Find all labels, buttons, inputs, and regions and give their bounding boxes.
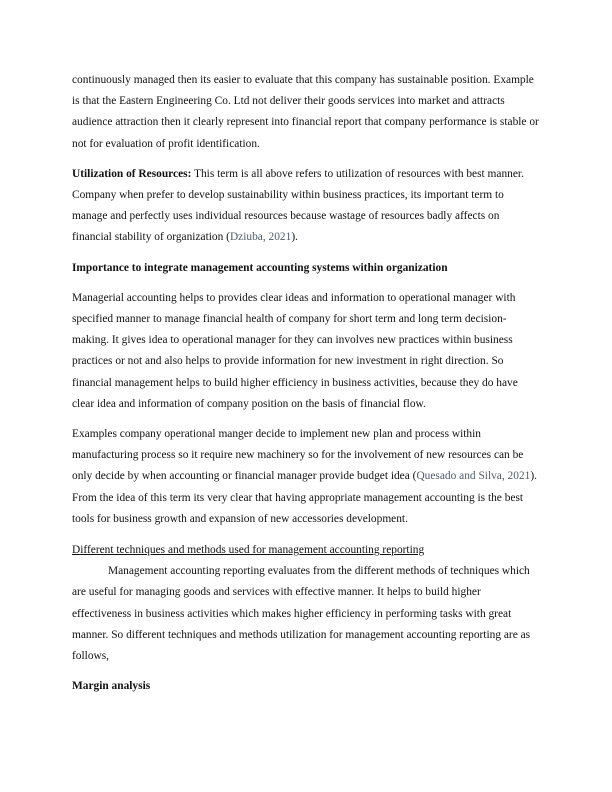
paragraph-management-accounting-reporting: Management accounting reporting evaluates from the different methods of techniques which are useful for managing goods and services with effective manner. It helps to build higher effectiveness in business activities which makes higher efficiency in performing tasks with great manner. So different techniques and methods utilization for management accounting reporting are as follows, [72, 565, 531, 663]
citation-quesado-silva: Quesado and Silva, 2021 [416, 470, 531, 483]
heading-importance-integration: Importance to integrate management accounting systems within organization [72, 261, 448, 274]
utilization-end: ). [291, 231, 298, 244]
utilization-label: Utilization of Resources: [72, 167, 192, 180]
citation-dziuba: Dziuba, 2021 [229, 231, 292, 244]
examples-body: Examples company operational manger decide to implement new plan and process within manufacturing process so it require new machinery so for the involvement of new resources can be only decide by when accounting or financial manager provide budget idea ( [72, 428, 524, 483]
paragraph-managerial-accounting: Managerial accounting helps to provides clear ideas and information to operational manager with specified manner to manage financial health of company for short term and long term decision-making. It gives idea to operational manager for they can involves new practices within business practices or not and also helps to provide information for new investment in right direction. So financial management helps to build higher efficiency in business activities, because they do have clear idea and information of company position on the basis of financial flow. [72, 291, 518, 410]
paragraph-sustainability-example: continuously managed then its easier to evaluate that this company has sustainable position. Example is that the Eastern Engineering Co. Ltd not deliver their goods services into market and attracts audience attraction then it clearly represent into financial report that company performance is stable or not for evaluation of profit identification. [72, 74, 539, 150]
examples-end: ). From the idea of this term its very clear that having appropriate management accounting is the best tools for business growth and expansion of new accessories development. [72, 470, 537, 525]
heading-margin-analysis: Margin analysis [72, 680, 151, 693]
paragraph-utilization-of-resources [72, 164, 540, 249]
paragraph-examples-operational-manager [72, 424, 540, 530]
heading-techniques-methods: Different techniques and methods used for management accounting reporting [72, 544, 425, 557]
utilization-body: This term is all above refers to utilization of resources with best manner. Company when prefer to develop sustainability within business practices, its important term to manage and perfectly uses individual resources because wastage of resources badly affects on financial stability of organization ( [72, 167, 524, 244]
